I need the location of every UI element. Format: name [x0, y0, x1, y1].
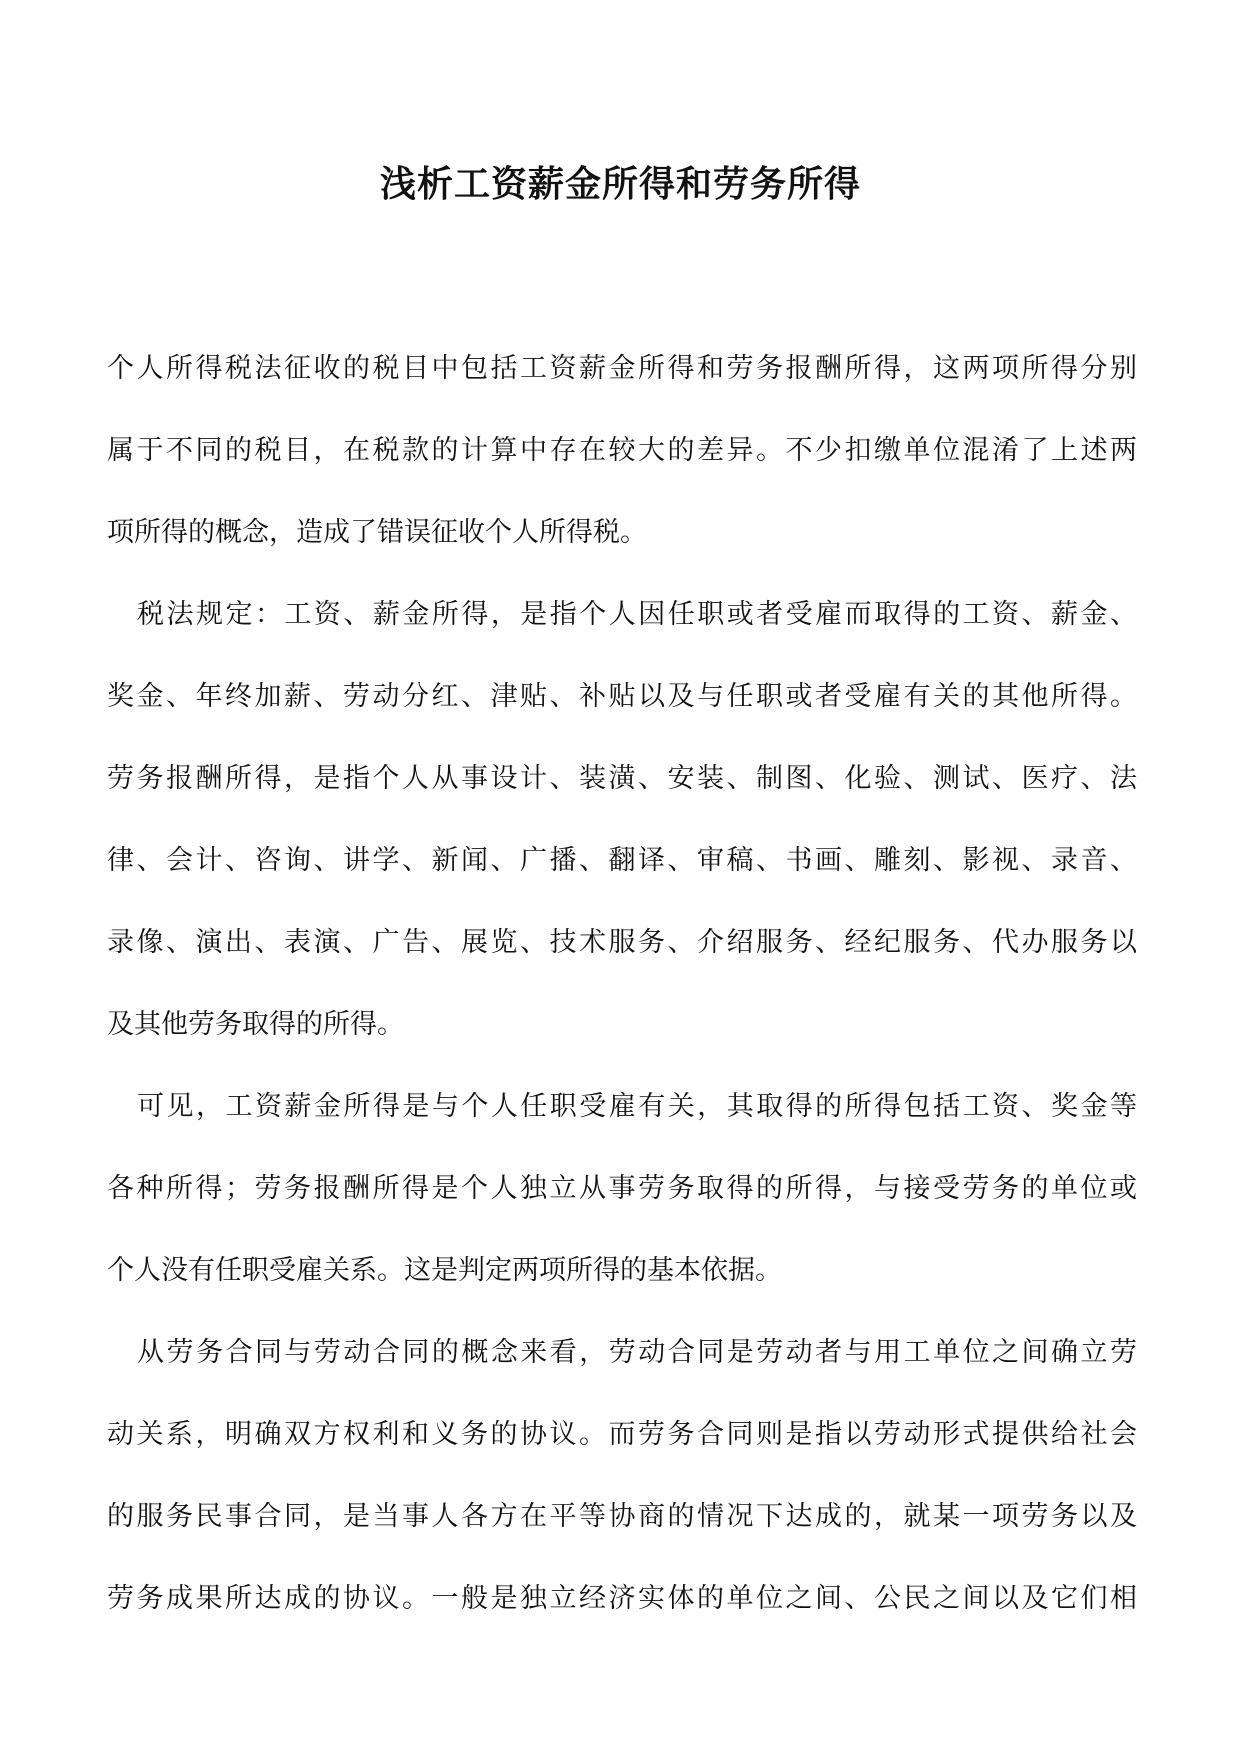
text-line: 各种所得；劳务报酬所得是个人独立从事劳务取得的所得，与接受劳务的单位或 — [107, 1173, 1137, 1204]
text-line: 及其他劳务取得的所得。 — [107, 1009, 404, 1040]
text-line: 属于不同的税目，在税款的计算中存在较大的差异。不少扣缴单位混淆了上述两 — [107, 435, 1137, 466]
text-line: 劳务成果所达成的协议。一般是独立经济实体的单位之间、公民之间以及它们相 — [107, 1583, 1137, 1614]
text-line: 项所得的概念，造成了错误征收个人所得税。 — [107, 517, 647, 548]
text-line: 的服务民事合同，是当事人各方在平等协商的情况下达成的，就某一项劳务以及 — [107, 1501, 1137, 1532]
text-line: 个人没有任职受雇关系。这是判定两项所得的基本依据。 — [107, 1255, 782, 1286]
text-line: 奖金、年终加薪、劳动分红、津贴、补贴以及与任职或者受雇有关的其他所得。 — [107, 681, 1137, 712]
text-line: 律、会计、咨询、讲学、新闻、广播、翻译、审稿、书画、雕刻、影视、录音、 — [107, 845, 1137, 876]
text-line: 动关系，明确双方权利和义务的协议。而劳务合同则是指以劳动形式提供给社会 — [107, 1419, 1137, 1450]
text-line: 个人所得税法征收的税目中包括工资薪金所得和劳务报酬所得，这两项所得分别 — [107, 353, 1137, 384]
text-line: 税法规定：工资、薪金所得，是指个人因任职或者受雇而取得的工资、薪金、 — [137, 599, 1137, 630]
document-title: 浅析工资薪金所得和劳务所得 — [379, 164, 861, 205]
document-body — [107, 338, 1137, 1650]
text-line: 录像、演出、表演、广告、展览、技术服务、介绍服务、经纪服务、代办服务以 — [107, 927, 1137, 958]
text-line: 可见，工资薪金所得是与个人任职受雇有关，其取得的所得包括工资、奖金等 — [137, 1091, 1137, 1122]
text-line: 从劳务合同与劳动合同的概念来看，劳动合同是劳动者与用工单位之间确立劳 — [137, 1337, 1137, 1368]
text-line: 劳务报酬所得，是指个人从事设计、装潢、安装、制图、化验、测试、医疗、法 — [107, 763, 1137, 794]
